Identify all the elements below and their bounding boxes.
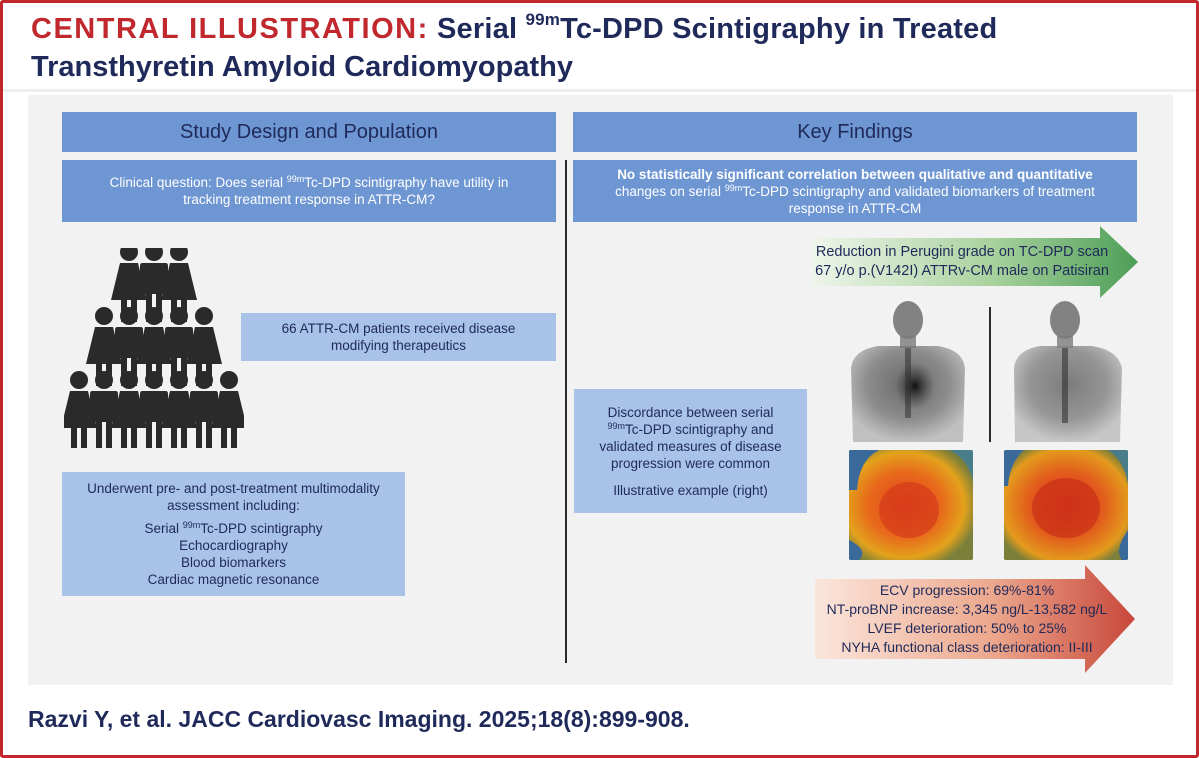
assessment-item1-sup: 99m (182, 520, 201, 530)
clinical-question-text (102, 174, 516, 208)
clinical-question-sup: 99m (286, 174, 305, 184)
study-design-header (62, 112, 556, 152)
discordance-line2-after: Tc-DPD scintigraphy and (624, 421, 774, 437)
assessment-box (62, 472, 405, 596)
title-sup: 99m (525, 10, 561, 29)
citation: Razvi Y, et al. JACC Cardiovasc Imaging. 2025;18(8):899-908. (28, 706, 690, 732)
discordance-sup: 99m (607, 420, 625, 431)
key-finding-line2-after: Tc-DPD scintigraphy and validated biomarkers of treatment (742, 183, 1095, 199)
key-finding-line2-before: changes on serial (615, 183, 725, 199)
red-arrow-label (815, 579, 1119, 659)
patient-population-figure (64, 248, 244, 448)
assessment-item-echo: Echocardiography (179, 538, 288, 553)
key-findings-header (573, 112, 1137, 152)
post-treatment-ecv-map (1004, 450, 1128, 560)
scan-divider (989, 307, 991, 442)
assessment-item-cmr: Cardiac magnetic resonance (147, 572, 320, 587)
green-arrow-line-2: 67 y/o p.(V142I) ATTRv-CM male on Patisiran (815, 263, 1109, 279)
population-box (241, 313, 556, 361)
study-design-header-text: Study Design and Population (180, 120, 438, 143)
discordance-box (574, 389, 807, 513)
discordance-line-3: validated measures of disease (599, 438, 782, 454)
post-treatment-scan (1010, 298, 1140, 442)
header-divider (3, 89, 1196, 92)
green-arrow-label (812, 238, 1112, 286)
population-text: 66 ATTR-CM patients received disease modifying therapeutics (281, 321, 516, 353)
title-text-before: Serial (437, 13, 526, 45)
title-header (3, 3, 1196, 89)
person-figure-icon (90, 371, 118, 448)
illustrative-example: Illustrative example (right) (613, 482, 768, 498)
pre-treatment-ecv-map (849, 450, 973, 560)
person-figure-icon (140, 371, 168, 448)
red-arrow-line-3: LVEF deterioration: 50% to 25% (867, 620, 1067, 636)
assessment-item1-before: Serial (144, 521, 183, 536)
pre-treatment-scan (843, 298, 973, 442)
key-finding-line-2 (615, 183, 1095, 200)
discordance-line-2 (607, 421, 773, 438)
red-arrow-line-2: NT-proBNP increase: 3,345 ng/L-13,582 ng/L (826, 601, 1108, 617)
red-arrow-line-4: NYHA functional class deterioration: II-III (841, 639, 1093, 655)
key-finding-box (573, 160, 1137, 222)
assessment-item1-after: Tc-DPD scintigraphy (200, 521, 323, 536)
person-figure-icon (211, 371, 244, 448)
key-finding-line-3: response in ATTR-CM (788, 200, 922, 216)
clinical-question-after: Tc-DPD scintigraphy have utility in tracking treatment response in ATTR-CM? (183, 175, 509, 207)
discordance-line-1: Discordance between serial (607, 404, 774, 420)
people-row-3 (64, 371, 244, 448)
green-arrow-line-1: Reduction in Perugini grade on TC-DPD scan (815, 244, 1109, 260)
key-finding-line-1: No statistically significant correlation between qualitative and quantitative (617, 166, 1093, 182)
key-findings-header-text: Key Findings (797, 120, 913, 143)
person-figure-icon (190, 371, 218, 448)
column-divider (565, 160, 567, 663)
red-arrow-line-1: ECV progression: 69%-81% (879, 582, 1055, 598)
assessment-item-blood: Blood biomarkers (180, 555, 287, 570)
title-line-1 (31, 10, 998, 46)
key-finding-line2-sup: 99m (724, 182, 743, 193)
clinical-question-before: Clinical question: Does serial (109, 175, 287, 190)
title-text-after: Tc-DPD Scintigraphy in Treated (560, 13, 998, 45)
assessment-intro: Underwent pre- and post-treatment multimodality assessment including: (87, 481, 380, 513)
clinical-question-box (62, 160, 556, 222)
discordance-line-4: progression were common (610, 455, 771, 471)
title-lead: CENTRAL ILLUSTRATION: (31, 13, 429, 45)
assessment-item-scintigraphy (144, 520, 322, 537)
title-line-2: Transthyretin Amyloid Cardiomyopathy (31, 51, 573, 83)
